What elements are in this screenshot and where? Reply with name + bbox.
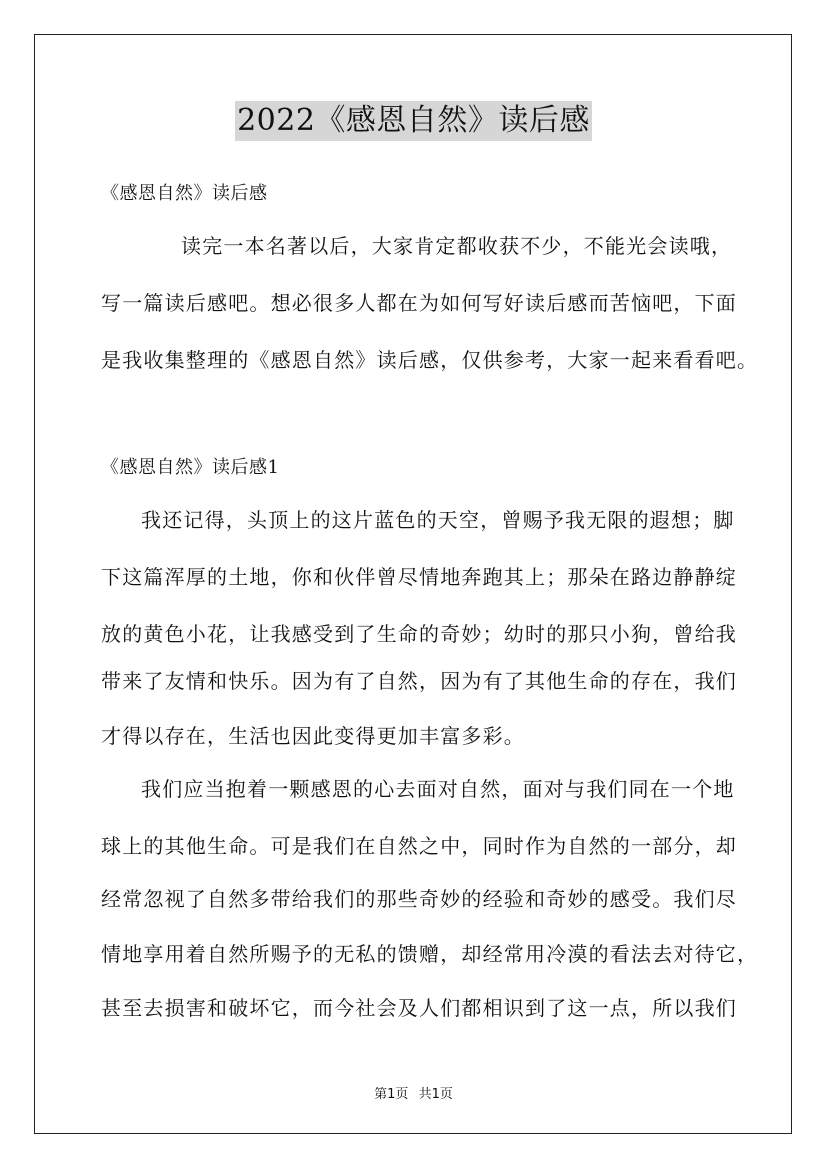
paragraph-line: 球上的其他生命。可是我们在自然之中，同时作为自然的一部分，却 (101, 834, 737, 858)
intro-line: 是我收集整理的《感恩自然》读后感，仅供参考，大家一起来看看吧。 (101, 348, 759, 372)
paragraph-line: 下这篇浑厚的土地，你和伙伴曾尽情地奔跑其上；那朵在路边静静绽 (101, 565, 737, 589)
paragraph-line: 甚至去损害和破坏它，而今社会及人们都相识到了这一点，所以我们 (101, 996, 737, 1020)
page-total: 共1页 (418, 1087, 453, 1102)
document-title: 2022《感恩自然》读后感 (235, 101, 592, 141)
paragraph-line: 我还记得，头顶上的这片蓝色的天空，曾赐予我无限的遐想；脚 (141, 508, 735, 532)
intro-line: 写一篇读后感吧。想必很多人都在为如何写好读后感而苦恼吧，下面 (101, 291, 737, 315)
paragraph-line: 放的黄色小花，让我感受到了生命的奇妙；幼时的那只小狗，曾给我 (101, 622, 737, 646)
document-title-wrap (0, 101, 827, 141)
paragraph-line: 我们应当抱着一颗感恩的心去面对自然，面对与我们同在一个地 (141, 777, 735, 801)
paragraph-line: 才得以存在，生活也因此变得更加丰富多彩。 (101, 724, 525, 748)
subtitle: 《感恩自然》读后感 (101, 183, 268, 204)
page-number: 第1页 (374, 1087, 409, 1102)
paragraph-line: 情地享用着自然所赐予的无私的馈赠，却经常用冷漠的看法去对待它， (101, 942, 759, 966)
paragraph-line: 带来了友情和快乐。因为有了自然，因为有了其他生命的存在，我们 (101, 669, 737, 693)
section-heading: 《感恩自然》读后感1 (101, 457, 280, 478)
page-footer (0, 1083, 827, 1102)
intro-line: 读完一本名著以后，大家肯定都收获不少，不能光会读哦， (181, 234, 733, 258)
paragraph-line: 经常忽视了自然多带给我们的那些奇妙的经验和奇妙的感受。我们尽 (101, 887, 737, 911)
